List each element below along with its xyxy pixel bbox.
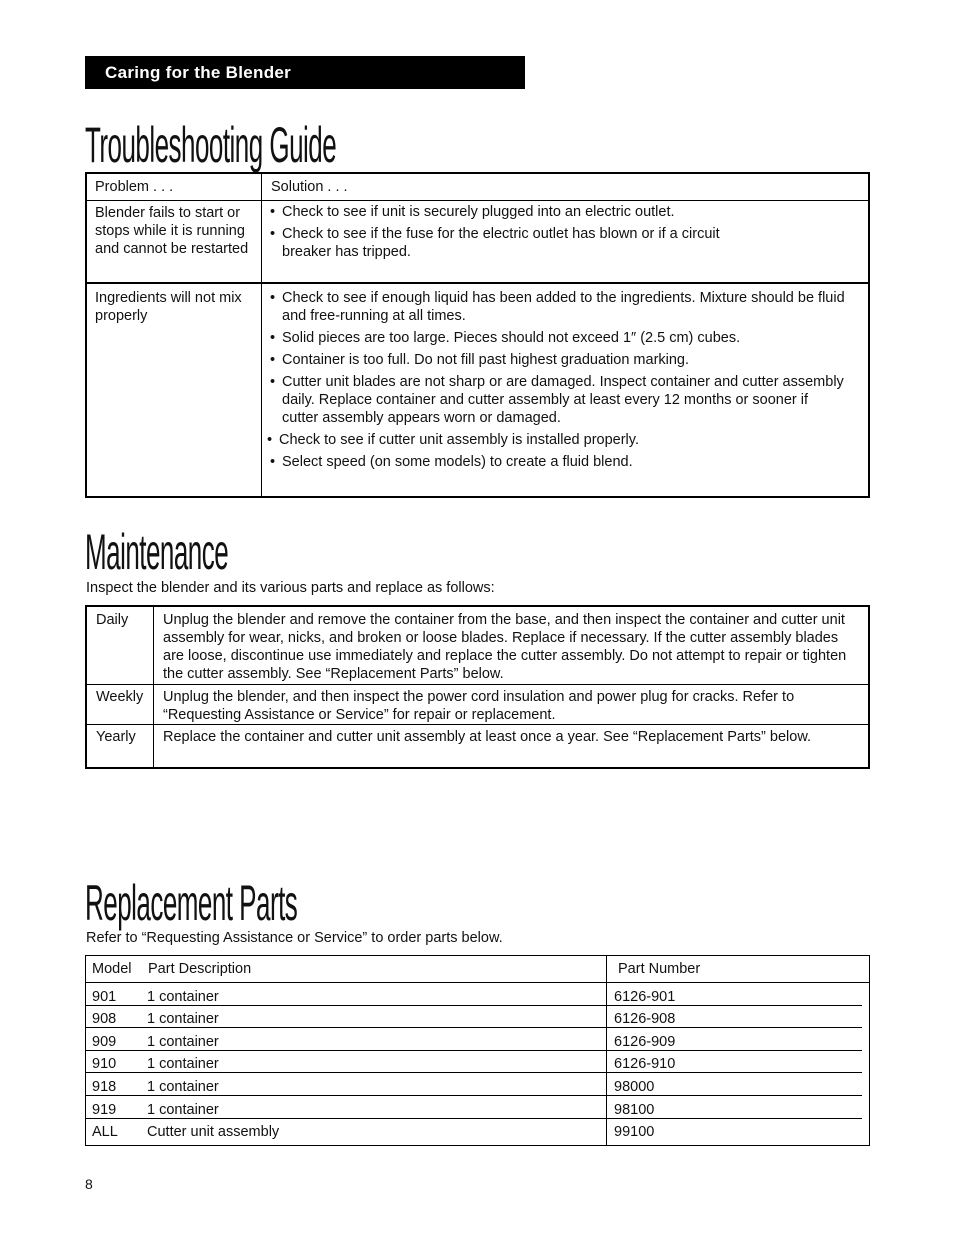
maintenance-description: Unplug the blender, and then inspect the power cord insulation and power plug for cracks. Refer to “Requesting Assistance or Service” for repair or replacement. bbox=[163, 689, 795, 723]
solution-item: • Check to see if enough liquid has been added to the ingredients. Mixture should be fluid and free-running at all times. bbox=[267, 289, 847, 325]
model-cell: 909 bbox=[92, 1034, 117, 1050]
row-divider bbox=[87, 684, 868, 685]
solution-item: • Solid pieces are too large. Pieces should not exceed 1″ (2.5 cm) cubes. bbox=[267, 329, 847, 347]
part-number-cell: 98100 bbox=[614, 1102, 655, 1118]
maintenance-title: Maintenance bbox=[85, 524, 229, 580]
table-row bbox=[86, 1097, 869, 1119]
part-number-cell: 98000 bbox=[614, 1079, 655, 1095]
parts-table-header bbox=[86, 956, 869, 983]
column-divider bbox=[261, 174, 262, 496]
row-divider bbox=[87, 724, 868, 725]
page-number: 8 bbox=[85, 1176, 93, 1192]
description-column-header: Part Description bbox=[148, 961, 252, 977]
description-cell: 1 container bbox=[147, 1079, 219, 1095]
model-cell: 901 bbox=[92, 989, 117, 1005]
maintenance-description: Unplug the blender and remove the container from the base, and then inspect the container and cutter unit assembly for wear, nicks, and broken or loose blades. Replace if necessary. If the cutter assembly blades are loose, discontinue use immediately and replace the cutter assembly. Do not attempt to repair or tighten the cutter assembly. See “Replacement Parts” below. bbox=[163, 612, 847, 682]
frequency-cell: Weekly bbox=[96, 689, 144, 705]
solution-item: • Container is too full. Do not fill past highest graduation marking. bbox=[267, 351, 847, 369]
troubleshooting-table-header bbox=[87, 174, 868, 201]
section-label: Caring for the Blender bbox=[105, 63, 292, 82]
section-header-bar bbox=[85, 56, 525, 89]
solution-item: • Select speed (on some models) to create a fluid blend. bbox=[267, 453, 847, 471]
maintenance-table bbox=[85, 605, 870, 769]
description-cell: Cutter unit assembly bbox=[147, 1124, 280, 1140]
part-number-cell: 6126-908 bbox=[614, 1011, 676, 1027]
part-number-cell: 6126-901 bbox=[614, 989, 676, 1005]
description-cell: 1 container bbox=[147, 989, 219, 1005]
description-cell: 1 container bbox=[147, 1034, 219, 1050]
model-cell: ALL bbox=[92, 1124, 118, 1140]
part-number-cell: 6126-910 bbox=[614, 1056, 676, 1072]
replacement-parts-title: Replacement Parts bbox=[85, 875, 298, 931]
solution-list bbox=[267, 203, 847, 265]
column-divider bbox=[153, 607, 154, 767]
solution-list bbox=[267, 289, 847, 475]
solution-item: • Check to see if cutter unit assembly is installed properly. bbox=[267, 431, 847, 449]
part-number-column-header: Part Number bbox=[618, 961, 701, 977]
part-number-cell: 99100 bbox=[614, 1124, 655, 1140]
maintenance-description: Replace the container and cutter unit assembly at least once a year. See “Replacement Parts” below. bbox=[163, 729, 812, 745]
frequency-cell: Daily bbox=[96, 612, 129, 628]
model-cell: 918 bbox=[92, 1079, 117, 1095]
model-column-header: Model bbox=[92, 961, 132, 977]
replacement-parts-intro: Refer to “Requesting Assistance or Service” to order parts below. bbox=[86, 930, 503, 946]
part-number-cell: 6126-909 bbox=[614, 1034, 676, 1050]
parts-table bbox=[85, 955, 870, 1146]
description-cell: 1 container bbox=[147, 1102, 219, 1118]
maintenance-intro: Inspect the blender and its various parts and replace as follows: bbox=[86, 580, 495, 596]
table-row bbox=[86, 984, 869, 1006]
model-cell: 910 bbox=[92, 1056, 117, 1072]
problem-cell: Blender fails to start or stops while it is running and cannot be restarted bbox=[95, 205, 249, 257]
troubleshooting-table bbox=[85, 172, 870, 498]
solution-column-header: Solution . . . bbox=[271, 179, 348, 195]
troubleshooting-title: Troubleshooting Guide bbox=[85, 117, 337, 173]
row-divider bbox=[87, 282, 868, 284]
solution-item: • Check to see if unit is securely plugged into an electric outlet. bbox=[267, 203, 847, 221]
table-row bbox=[86, 1074, 869, 1096]
table-row bbox=[86, 1006, 869, 1028]
table-row bbox=[86, 1051, 869, 1073]
solution-item: • Cutter unit blades are not sharp or are damaged. Inspect container and cutter assembly daily. Replace container and cutter assembly at least every 12 months or sooner if cutter assembly appears worn or damaged. bbox=[267, 373, 847, 427]
description-cell: 1 container bbox=[147, 1011, 219, 1027]
model-cell: 908 bbox=[92, 1011, 117, 1027]
solution-item: • Check to see if the fuse for the electric outlet has blown or if a circuit breaker has tripped. bbox=[267, 225, 732, 261]
problem-cell: Ingredients will not mix properly bbox=[95, 290, 242, 324]
frequency-cell: Yearly bbox=[96, 729, 136, 745]
problem-column-header: Problem . . . bbox=[95, 179, 174, 195]
table-row bbox=[86, 1029, 869, 1051]
table-row bbox=[86, 1119, 869, 1141]
description-cell: 1 container bbox=[147, 1056, 219, 1072]
model-cell: 919 bbox=[92, 1102, 117, 1118]
